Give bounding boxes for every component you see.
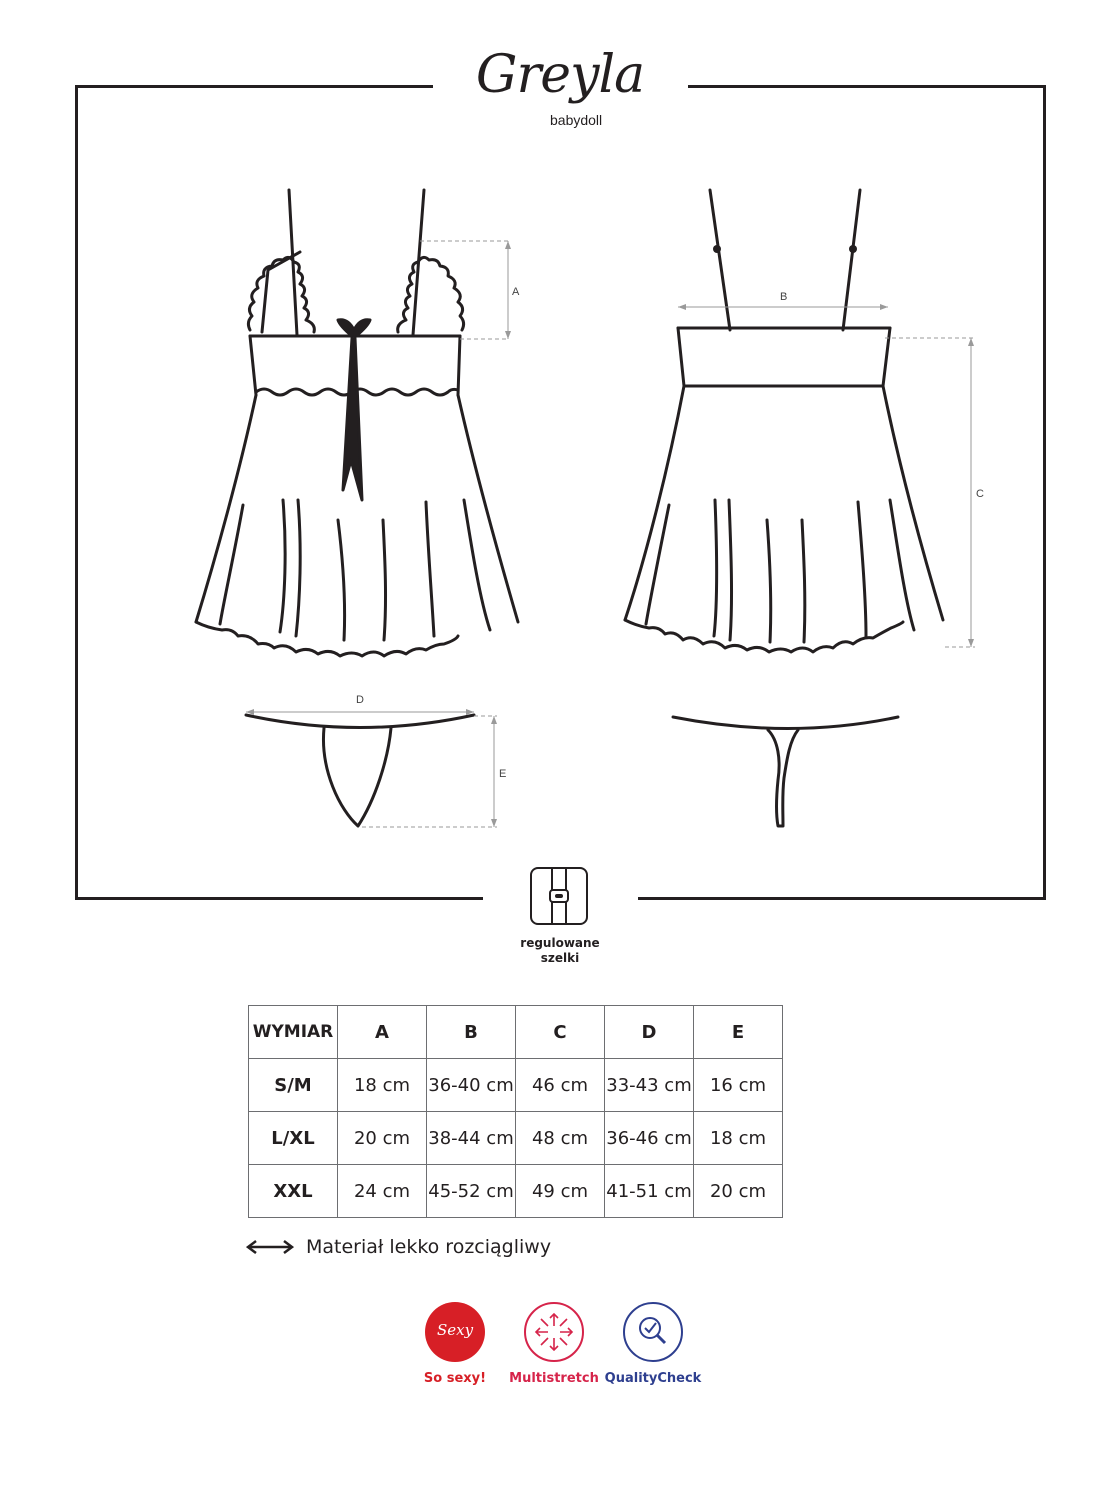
table-cell: 36-46 cm	[605, 1112, 694, 1165]
adjustable-straps-icon	[530, 867, 588, 925]
frame-bottom-right	[638, 897, 1046, 900]
dimension-e-label: E	[499, 768, 507, 780]
table-header-cell: A	[338, 1006, 427, 1059]
dimension-c-label: C	[976, 488, 984, 500]
sexy-badge-text: Sexy	[436, 1321, 474, 1339]
thong-back-drawing	[673, 717, 898, 826]
table-cell: 41-51 cm	[605, 1165, 694, 1218]
table-header-cell: WYMIAR	[249, 1006, 338, 1059]
table-cell: 18 cm	[338, 1059, 427, 1112]
table-cell: 36-40 cm	[427, 1059, 516, 1112]
table-cell: 20 cm	[338, 1112, 427, 1165]
table-row	[249, 1059, 783, 1112]
stretch-note-text: Materiał lekko rozciągliwy	[306, 1236, 552, 1258]
table-cell: 45-52 cm	[427, 1165, 516, 1218]
table-cell: 24 cm	[338, 1165, 427, 1218]
badge-quality-check	[593, 1302, 713, 1386]
dimension-a-label: A	[512, 286, 520, 298]
size-table	[248, 1005, 783, 1218]
table-cell: 16 cm	[694, 1059, 783, 1112]
table-header-cell: E	[694, 1006, 783, 1059]
table-header-cell: D	[605, 1006, 694, 1059]
quality-check-icon	[623, 1302, 683, 1362]
multistretch-icon	[524, 1302, 584, 1362]
table-row	[249, 1165, 783, 1218]
table-row	[249, 1112, 783, 1165]
stretch-note	[246, 1234, 551, 1260]
table-cell: 38-44 cm	[427, 1112, 516, 1165]
thong-front-drawing	[246, 715, 474, 826]
table-header-cell: C	[516, 1006, 605, 1059]
table-cell: L/XL	[249, 1112, 338, 1165]
table-header-row	[249, 1006, 783, 1059]
table-cell: 18 cm	[694, 1112, 783, 1165]
badge-label-multistretch: Multistretch	[509, 1371, 599, 1386]
feature-label	[490, 936, 630, 966]
table-cell: 33-43 cm	[605, 1059, 694, 1112]
frame-bottom-left	[75, 897, 483, 900]
double-arrow-icon	[246, 1240, 294, 1254]
table-cell: 49 cm	[516, 1165, 605, 1218]
dimension-d-label: D	[356, 694, 364, 706]
babydoll-front-drawing	[196, 190, 518, 656]
strap-slider-right	[849, 245, 857, 253]
table-cell: 48 cm	[516, 1112, 605, 1165]
table-cell: 46 cm	[516, 1059, 605, 1112]
sexy-lips-icon	[425, 1302, 485, 1362]
strap-slider-left	[713, 245, 721, 253]
table-cell: XXL	[249, 1165, 338, 1218]
feature-label-line-1: regulowane	[520, 936, 600, 950]
feature-label-line-2: szelki	[540, 951, 580, 965]
badge-label-quality-check: QualityCheck	[604, 1371, 702, 1386]
brand-name: Greyla	[475, 45, 645, 105]
table-header-cell: B	[427, 1006, 516, 1059]
badge-label-so-sexy: So sexy!	[423, 1371, 487, 1386]
dimension-b-label: B	[780, 291, 788, 303]
table-cell: 20 cm	[694, 1165, 783, 1218]
brand-subtitle: babydoll	[550, 112, 603, 128]
babydoll-back-drawing	[625, 190, 943, 652]
table-cell: S/M	[249, 1059, 338, 1112]
